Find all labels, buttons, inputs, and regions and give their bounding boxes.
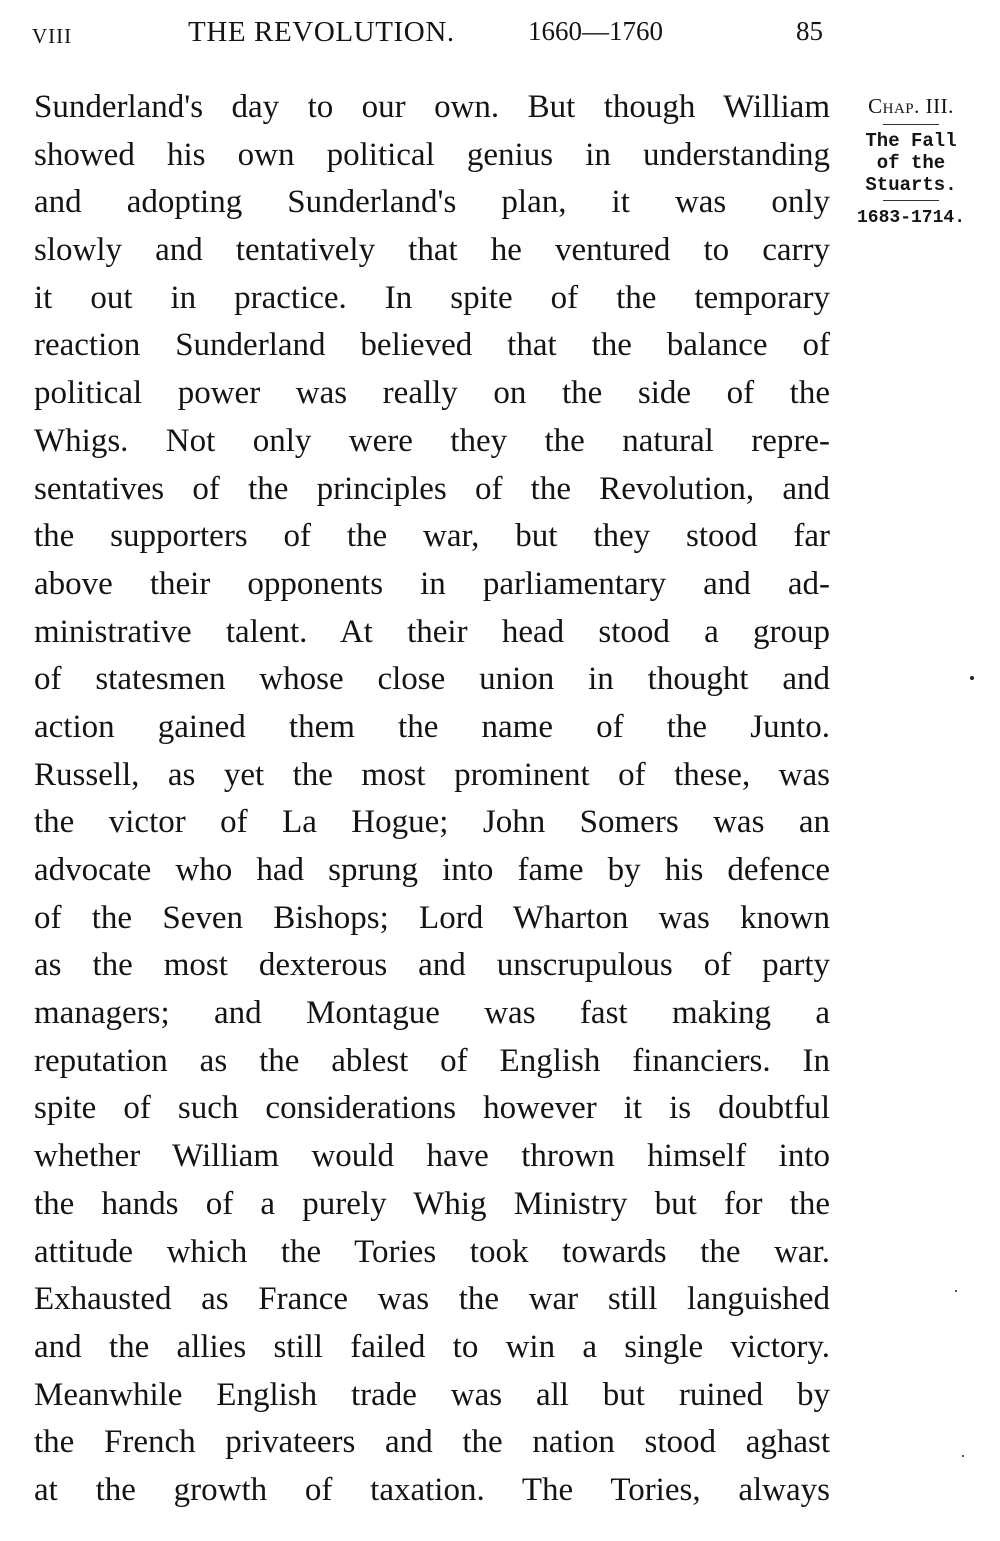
sidenote-rule xyxy=(883,124,939,125)
margin-sidenote xyxy=(848,92,974,230)
print-speck xyxy=(970,676,974,680)
text-line: whether William would have thrown himself into xyxy=(34,1138,830,1175)
text-line: Whigs. Not only were they the natural repre- xyxy=(34,422,830,459)
text-line: advocate who had sprung into fame by his defence xyxy=(34,852,830,888)
text-line: above their opponents in parliamentary and ad- xyxy=(34,565,830,602)
running-header xyxy=(0,14,1000,54)
text-line: the hands of a purely Whig Ministry but for the xyxy=(34,1185,830,1222)
text-line: Exhausted as France was the war still languished xyxy=(34,1281,830,1318)
print-speck xyxy=(962,1455,964,1457)
text-line: spite of such considerations however it is doubtful xyxy=(34,1090,830,1127)
text-line: of statesmen whose close union in thought and xyxy=(34,661,830,698)
text-line: the victor of La Hogue; John Somers was an xyxy=(34,804,830,841)
text-line: reputation as the ablest of English financiers. In xyxy=(34,1042,830,1079)
text-line: at the growth of taxation. The Tories, always xyxy=(34,1471,830,1508)
sidenote-years: 1683-1714. xyxy=(856,208,966,228)
section-number: VIII xyxy=(32,24,73,48)
page-number: 85 xyxy=(796,16,823,46)
print-speck xyxy=(955,1290,957,1292)
body-text xyxy=(34,84,830,1515)
sidenote-topic: The Fall of the Stuarts. xyxy=(865,130,957,196)
sidenote-rule xyxy=(883,200,939,201)
text-line: political power was really on the side of the xyxy=(34,375,830,412)
text-line: Sunderland's day to our own. But though William xyxy=(34,89,830,125)
date-range: 1660—1760 xyxy=(528,16,663,46)
text-line: it out in practice. In spite of the temporary xyxy=(34,279,830,316)
text-line: Russell, as yet the most prominent of these, was xyxy=(34,756,830,793)
text-line: the French privateers and the nation stood aghast xyxy=(34,1424,830,1461)
chapter-title: THE REVOLUTION. xyxy=(188,16,455,48)
text-line: showed his own political genius in understanding xyxy=(34,136,830,173)
text-line: Meanwhile English trade was all but ruined by xyxy=(34,1376,830,1413)
text-line: action gained them the name of the Junto. xyxy=(34,708,830,745)
text-line: as the most dexterous and unscrupulous of party xyxy=(34,947,830,984)
text-line: attitude which the Tories took towards the war. xyxy=(34,1233,830,1270)
text-line: and adopting Sunderland's plan, it was only xyxy=(34,184,830,221)
text-line: slowly and tentatively that he ventured to carry xyxy=(34,232,830,269)
text-line: sentatives of the principles of the Revolution, and xyxy=(34,470,830,507)
text-line: ministrative talent. At their head stood a group xyxy=(34,613,830,650)
text-line: and the allies still failed to win a single victory. xyxy=(34,1328,830,1365)
text-line: of the Seven Bishops; Lord Wharton was known xyxy=(34,899,830,936)
text-line: reaction Sunderland believed that the balance of xyxy=(34,327,830,364)
text-line: managers; and Montague was fast making a xyxy=(34,995,830,1032)
text-line: the supporters of the war, but they stood far xyxy=(34,518,830,555)
sidenote-chapter: Chap. III. xyxy=(868,94,954,118)
